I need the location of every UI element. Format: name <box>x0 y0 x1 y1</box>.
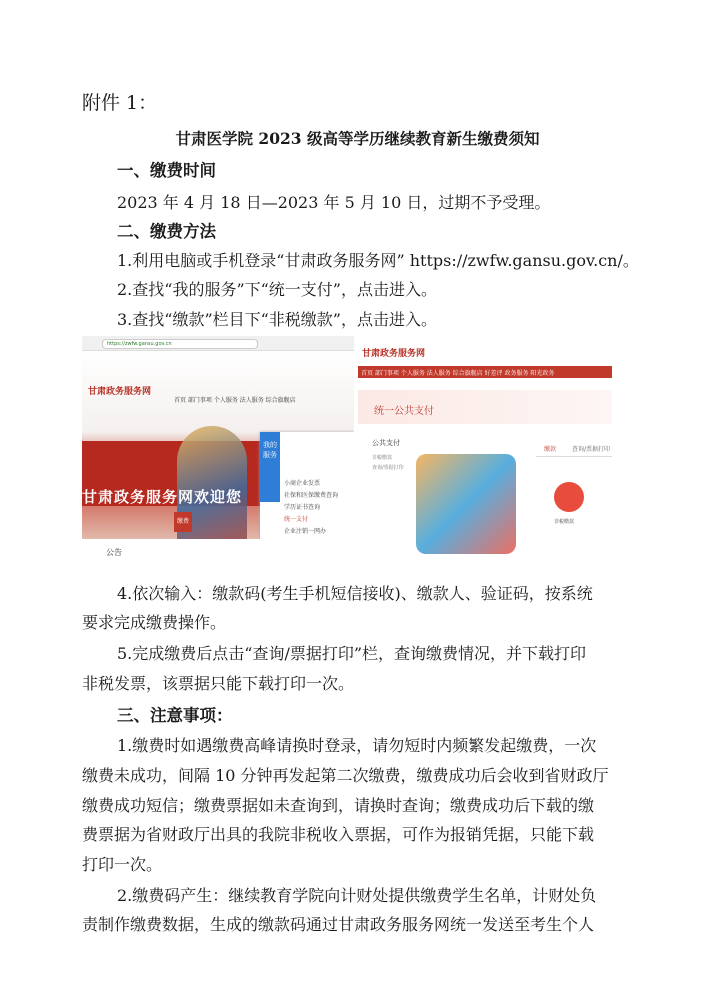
non-tax-pay-label: 非税缴款 <box>554 519 575 525</box>
right-nav <box>358 366 612 378</box>
left-screenshot <box>82 336 354 568</box>
note-2-line: 责制作缴费数据，生成的缴款码通过甘肃政务服务网统一发送至考生个人 <box>82 915 595 934</box>
panel-item: 学历证书查询 <box>284 504 321 511</box>
panel-item-unified-pay: 统一支付 <box>284 516 309 523</box>
right-nav-text: 首页 部门事项 个人服务 法人服务 综合旗舰店 好差评 政务服务 阳光政务 <box>361 370 555 377</box>
note-1-line: 缴费未成功，间隔 10 分钟再发起第二次缴费，缴费成功后会收到省财政厅 <box>82 766 609 785</box>
instruction-screenshots <box>82 336 612 568</box>
tab-query: 查询/票据打印 <box>572 446 611 453</box>
non-tax-pay-icon <box>554 482 584 512</box>
public-pay-title: 公共支付 <box>372 439 400 447</box>
banner-text: 统一公共支付 <box>374 406 434 417</box>
pay-tabs <box>536 442 612 457</box>
step-5-line2: 非税发票，该票据只能下载打印一次。 <box>82 674 355 693</box>
right-body <box>368 432 612 568</box>
url-bar: https://zwfw.gansu.gov.cn <box>102 339 258 349</box>
step-1: 1.利用电脑或手机登录“甘肃政务服务网” https://zwfw.gansu.gov.cn/。 <box>117 251 639 270</box>
panel-item: 小商企业发票 <box>284 480 321 487</box>
note-1-line: 打印一次。 <box>82 855 163 874</box>
step-5-line1: 5.完成缴费后点击“查询/票据打印”栏，查询缴费情况，并下载打印 <box>117 644 587 663</box>
hero-text: 甘肃政务服务网欢迎您 <box>82 488 243 506</box>
right-logo: 甘肃政务服务网 <box>362 349 426 359</box>
step-3: 3.查找“缴款”栏目下“非税缴款”，点击进入。 <box>117 310 437 329</box>
note-1-line: 1.缴费时如遇缴费高峰请换时登录，请勿短时内频繁发起缴费，一次 <box>117 736 597 755</box>
notice-bar <box>82 539 354 568</box>
notice-label: 公告 <box>106 548 122 557</box>
document-title: 甘肃医学院 2023 级高等学历继续教育新生缴费须知 <box>175 129 540 148</box>
left-link: 查询/票据打印 <box>372 465 404 471</box>
attachment-label: 附件 1： <box>82 92 158 114</box>
payment-card-illustration <box>416 454 516 554</box>
right-screenshot <box>358 336 612 568</box>
section3-heading: 三、注意事项： <box>117 706 233 725</box>
browser-bar <box>82 336 354 351</box>
pay-button: 缴费 <box>174 512 192 532</box>
step-4-line2: 要求完成缴费操作。 <box>82 613 227 632</box>
unified-pay-banner <box>358 390 612 424</box>
note-2-line: 2.缴费码产生：继续教育学院向计财处提供缴费学生名单，计财处负 <box>117 886 597 905</box>
panel-item: 社保和医保缴费查询 <box>284 492 339 499</box>
tab-pay: 缴款 <box>544 446 557 453</box>
site-logo: 甘肃政务服务网 <box>88 387 152 397</box>
site-nav: 首页 部门事项 个人服务 法人服务 综合旗舰店 <box>174 397 296 404</box>
section1-text: 2023 年 4 月 18 日—2023 年 5 月 10 日，过期不予受理。 <box>117 193 551 212</box>
left-link: 非税缴款 <box>372 455 393 461</box>
panel-tab: 我的服务 <box>260 432 280 502</box>
section1-heading: 一、缴费时间 <box>117 161 216 180</box>
step-2: 2.查找“我的服务”下“统一支付”，点击进入。 <box>117 280 437 299</box>
step-4-line1: 4.依次输入：缴款码(考生手机短信接收)、缴款人、验证码，按系统 <box>117 584 593 603</box>
panel-item: 企业注销一网办 <box>284 528 327 535</box>
note-1-line: 缴费成功短信；缴费票据如未查询到，请换时查询；缴费成功后下载的缴 <box>82 796 595 815</box>
section2-heading: 二、缴费方法 <box>117 222 216 241</box>
right-header <box>358 336 612 366</box>
note-1-line: 费票据为省财政厅出具的我院非税收入票据，可作为报销凭据，只能下载 <box>82 825 595 844</box>
